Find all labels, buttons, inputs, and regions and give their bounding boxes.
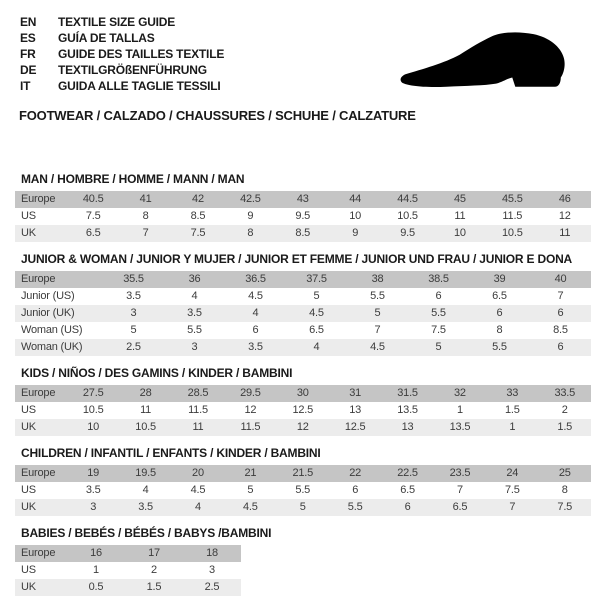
size-cell: 19 (67, 465, 119, 482)
size-cell: 23.5 (434, 465, 486, 482)
size-cell: 3 (103, 305, 164, 322)
size-table (15, 465, 591, 516)
table-row (15, 545, 241, 562)
row-label: Europe (15, 465, 67, 482)
size-cell: 45 (434, 191, 486, 208)
size-cell: 13.5 (381, 402, 433, 419)
table-title: JUNIOR & WOMAN / JUNIOR Y MUJER / JUNIOR ET FEMME / JUNIOR UND FRAU / JUNIOR E DONA (21, 252, 573, 266)
table-row (15, 562, 241, 579)
size-cell: 4.5 (225, 288, 286, 305)
size-cell: 20 (172, 465, 224, 482)
size-cell: 44.5 (381, 191, 433, 208)
size-cell: 3 (67, 499, 119, 516)
size-cell: 5 (224, 482, 276, 499)
row-label: Junior (US) (15, 288, 103, 305)
size-cell: 11 (434, 208, 486, 225)
row-label: US (15, 208, 67, 225)
size-cell: 9.5 (381, 225, 433, 242)
language-label: GUIDA ALLE TAGLIE TESSILI (58, 79, 221, 93)
row-label: Europe (15, 545, 67, 562)
table-row (15, 465, 591, 482)
size-cell: 11.5 (224, 419, 276, 436)
size-cell: 3.5 (119, 499, 171, 516)
size-cell: 39 (469, 271, 530, 288)
table-row (15, 322, 591, 339)
row-label: UK (15, 225, 67, 242)
size-cell: 38 (347, 271, 408, 288)
size-cell: 22.5 (381, 465, 433, 482)
size-cell: 32 (434, 385, 486, 402)
size-cell: 4.5 (286, 305, 347, 322)
size-cell: 5.5 (329, 499, 381, 516)
size-cell: 9 (224, 208, 276, 225)
row-label: Europe (15, 385, 67, 402)
size-cell: 41 (119, 191, 171, 208)
language-code: EN (20, 15, 37, 29)
size-cell: 28.5 (172, 385, 224, 402)
language-code: DE (20, 63, 37, 77)
size-cell: 3.5 (225, 339, 286, 356)
size-tables (15, 172, 590, 596)
size-cell: 33 (486, 385, 538, 402)
size-cell: 6.5 (469, 288, 530, 305)
size-cell: 5.5 (469, 339, 530, 356)
size-cell: 12.5 (277, 402, 329, 419)
size-cell: 4 (286, 339, 347, 356)
size-cell: 16 (67, 545, 125, 562)
row-label: US (15, 562, 67, 579)
row-label: US (15, 482, 67, 499)
size-cell: 10.5 (67, 402, 119, 419)
size-cell: 4 (119, 482, 171, 499)
size-cell: 4 (225, 305, 286, 322)
row-label: Woman (US) (15, 322, 103, 339)
size-cell: 10.5 (381, 208, 433, 225)
size-cell: 2.5 (183, 579, 241, 596)
size-cell: 3.5 (164, 305, 225, 322)
size-cell: 12 (277, 419, 329, 436)
size-cell: 33.5 (539, 385, 591, 402)
size-cell: 21.5 (277, 465, 329, 482)
size-cell: 40 (530, 271, 591, 288)
size-cell: 8 (119, 208, 171, 225)
size-cell: 9.5 (277, 208, 329, 225)
shoe-icon (398, 30, 580, 94)
row-label: US (15, 402, 67, 419)
row-label: Europe (15, 191, 67, 208)
size-cell: 10.5 (486, 225, 538, 242)
row-label: UK (15, 499, 67, 516)
size-cell: 8.5 (172, 208, 224, 225)
size-cell: 6 (225, 322, 286, 339)
size-cell: 24 (486, 465, 538, 482)
size-cell: 5 (103, 322, 164, 339)
table-row (15, 499, 591, 516)
size-cell: 5.5 (347, 288, 408, 305)
size-cell: 11.5 (486, 208, 538, 225)
table-row (15, 385, 591, 402)
size-cell: 7.5 (408, 322, 469, 339)
table-row (15, 305, 591, 322)
size-cell: 12.5 (329, 419, 381, 436)
size-cell: 2 (539, 402, 591, 419)
size-cell: 4 (172, 499, 224, 516)
size-cell: 37.5 (286, 271, 347, 288)
size-cell: 31.5 (381, 385, 433, 402)
size-cell: 18 (183, 545, 241, 562)
category-title: FOOTWEAR / CALZADO / CHAUSSURES / SCHUHE / CALZATURE (19, 108, 416, 123)
size-cell: 1.5 (539, 419, 591, 436)
size-cell: 7 (434, 482, 486, 499)
size-cell: 6 (530, 305, 591, 322)
size-cell: 45.5 (486, 191, 538, 208)
size-cell: 6 (329, 482, 381, 499)
size-cell: 38.5 (408, 271, 469, 288)
table-row (15, 579, 241, 596)
size-cell: 6.5 (381, 482, 433, 499)
table-row (15, 482, 591, 499)
size-cell: 22 (329, 465, 381, 482)
size-cell: 6.5 (286, 322, 347, 339)
table-row (15, 208, 591, 225)
language-label: TEXTILGRÖßENFÜHRUNG (58, 63, 207, 77)
size-table (15, 545, 241, 596)
size-cell: 17 (125, 545, 183, 562)
size-table (15, 385, 591, 436)
size-cell: 10 (67, 419, 119, 436)
size-cell: 1 (486, 419, 538, 436)
size-cell: 1 (434, 402, 486, 419)
size-cell: 44 (329, 191, 381, 208)
language-label: GUÍA DE TALLAS (58, 31, 155, 45)
size-cell: 13 (329, 402, 381, 419)
language-code: FR (20, 47, 36, 61)
size-cell: 43 (277, 191, 329, 208)
size-cell: 36 (164, 271, 225, 288)
row-label: Woman (UK) (15, 339, 103, 356)
size-cell: 11.5 (172, 402, 224, 419)
size-cell: 4.5 (224, 499, 276, 516)
size-table (15, 271, 591, 356)
size-table (15, 191, 591, 242)
size-cell: 5 (277, 499, 329, 516)
size-cell: 1.5 (486, 402, 538, 419)
size-cell: 28 (119, 385, 171, 402)
size-cell: 12 (224, 402, 276, 419)
size-cell: 31 (329, 385, 381, 402)
size-cell: 5 (347, 305, 408, 322)
size-cell: 1.5 (125, 579, 183, 596)
size-cell: 36.5 (225, 271, 286, 288)
size-cell: 8 (224, 225, 276, 242)
size-cell: 7 (486, 499, 538, 516)
size-cell: 21 (224, 465, 276, 482)
size-cell: 8.5 (277, 225, 329, 242)
size-cell: 8 (469, 322, 530, 339)
size-cell: 11 (119, 402, 171, 419)
size-cell: 25 (539, 465, 591, 482)
size-cell: 3.5 (67, 482, 119, 499)
language-code: IT (20, 79, 31, 93)
size-cell: 8.5 (530, 322, 591, 339)
table-row (15, 402, 591, 419)
size-cell: 5.5 (277, 482, 329, 499)
size-cell: 8 (539, 482, 591, 499)
table-row (15, 271, 591, 288)
size-cell: 2.5 (103, 339, 164, 356)
table-title: KIDS / NIÑOS / DES GAMINS / KINDER / BAMBINI (21, 366, 293, 380)
size-cell: 6 (408, 288, 469, 305)
table-row (15, 339, 591, 356)
language-code: ES (20, 31, 36, 45)
size-cell: 6 (469, 305, 530, 322)
table-title: CHILDREN / INFANTIL / ENFANTS / KINDER / BAMBINI (21, 446, 321, 460)
size-cell: 30 (277, 385, 329, 402)
size-cell: 13 (381, 419, 433, 436)
size-cell: 5.5 (164, 322, 225, 339)
size-cell: 7 (347, 322, 408, 339)
size-cell: 3.5 (103, 288, 164, 305)
size-cell: 7.5 (67, 208, 119, 225)
language-label: TEXTILE SIZE GUIDE (58, 15, 176, 29)
table-title: MAN / HOMBRE / HOMME / MANN / MAN (21, 172, 245, 186)
size-cell: 29.5 (224, 385, 276, 402)
size-cell: 46 (539, 191, 591, 208)
size-cell: 10.5 (119, 419, 171, 436)
size-cell: 27.5 (67, 385, 119, 402)
table-row (15, 419, 591, 436)
size-cell: 7.5 (486, 482, 538, 499)
size-cell: 3 (183, 562, 241, 579)
size-cell: 3 (164, 339, 225, 356)
size-cell: 6.5 (434, 499, 486, 516)
size-cell: 6.5 (67, 225, 119, 242)
size-cell: 40.5 (67, 191, 119, 208)
size-cell: 7.5 (539, 499, 591, 516)
size-cell: 5.5 (408, 305, 469, 322)
size-cell: 42.5 (224, 191, 276, 208)
size-cell: 42 (172, 191, 224, 208)
size-cell: 13.5 (434, 419, 486, 436)
size-cell: 11 (539, 225, 591, 242)
size-cell: 7 (119, 225, 171, 242)
row-label: UK (15, 579, 67, 596)
language-row-en (20, 14, 590, 30)
size-cell: 19.5 (119, 465, 171, 482)
table-row (15, 191, 591, 208)
row-label: UK (15, 419, 67, 436)
size-cell: 1 (67, 562, 125, 579)
language-label: GUIDE DES TAILLES TEXTILE (58, 47, 225, 61)
size-cell: 7.5 (172, 225, 224, 242)
size-cell: 12 (539, 208, 591, 225)
size-cell: 2 (125, 562, 183, 579)
size-cell: 10 (329, 208, 381, 225)
size-cell: 11 (172, 419, 224, 436)
table-row (15, 288, 591, 305)
size-cell: 4 (164, 288, 225, 305)
table-row (15, 225, 591, 242)
size-cell: 4.5 (347, 339, 408, 356)
size-cell: 6 (530, 339, 591, 356)
size-cell: 0.5 (67, 579, 125, 596)
size-cell: 35.5 (103, 271, 164, 288)
size-cell: 9 (329, 225, 381, 242)
size-cell: 7 (530, 288, 591, 305)
size-cell: 10 (434, 225, 486, 242)
row-label: Europe (15, 271, 103, 288)
size-cell: 6 (381, 499, 433, 516)
size-cell: 5 (408, 339, 469, 356)
row-label: Junior (UK) (15, 305, 103, 322)
size-cell: 5 (286, 288, 347, 305)
table-title: BABIES / BEBÉS / BÉBÉS / BABYS /BAMBINI (21, 526, 272, 540)
size-cell: 4.5 (172, 482, 224, 499)
